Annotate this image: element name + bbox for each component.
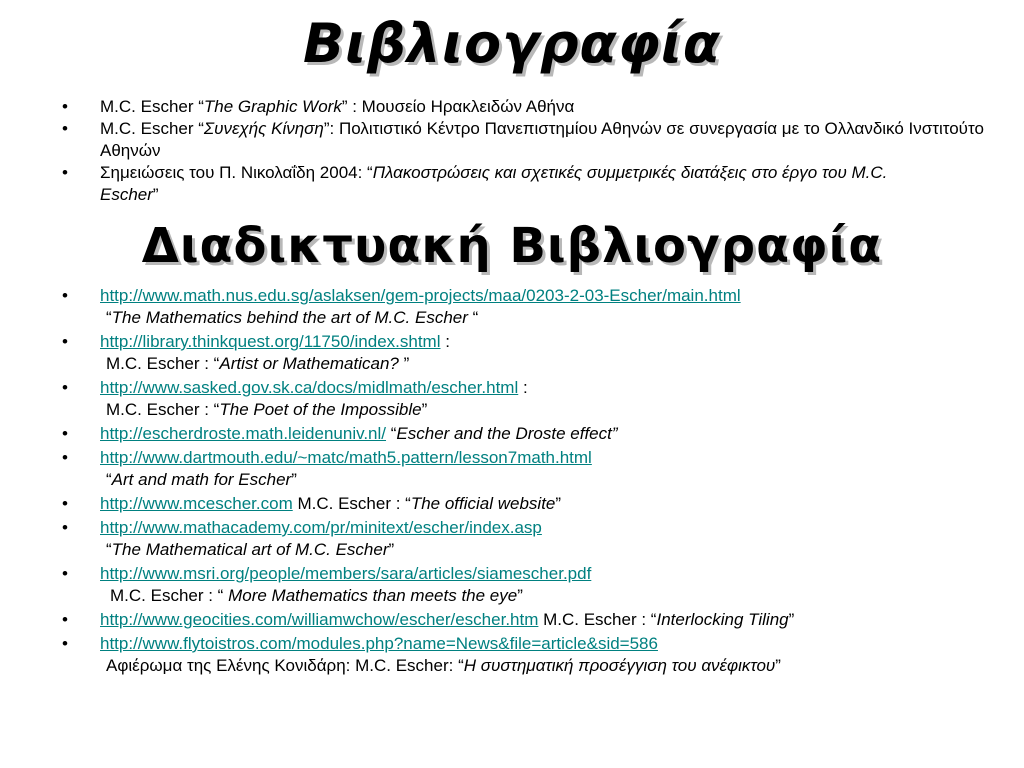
list-item: • http://www.geocities.com/williamwchow/escher/escher.htm M.C. Escher : “Interlocking Tiling” [62,609,1012,631]
list-item: • http://www.mcescher.com M.C. Escher : “The official website” [62,493,1012,515]
list-item: • http://www.mathacademy.com/pr/minitext/escher/index.asp “The Mathematical art of M.C. Escher” [62,517,1012,561]
link[interactable]: http://www.mathacademy.com/pr/minitext/escher/index.asp [100,518,542,537]
list-item: • M.C. Escher “Συνεχής Κίνηση”: Πολιτιστικό Κέντρο Πανεπιστημίου Αθηνών σε συνεργασία με το Ολλανδικό Ινστιτούτο Αθηνών [62,118,1012,162]
link[interactable]: http://www.mcescher.com [100,494,293,513]
link[interactable]: http://www.sasked.gov.sk.ca/docs/midlmath/escher.html [100,378,519,397]
list-item: • http://www.sasked.gov.sk.ca/docs/midlmath/escher.html : M.C. Escher : “The Poet of the Impossible” [62,377,1012,421]
list-item: • http://www.math.nus.edu.sg/aslaksen/gem-projects/maa/0203-2-03-Escher/main.html “The Mathematics behind the art of M.C. Escher “ [62,285,1012,329]
bibliography-list [62,96,1012,206]
section-title: Διαδικτυακή Βιβλιογραφία [141,218,883,274]
link[interactable]: http://escherdroste.math.leidenuniv.nl/ [100,424,387,443]
link[interactable]: http://www.flytoistros.com/modules.php?name=News&file=article&sid=586 [100,634,658,653]
link[interactable]: http://www.math.nus.edu.sg/aslaksen/gem-projects/maa/0203-2-03-Escher/main.html [100,286,741,305]
list-item: • http://www.dartmouth.edu/~matc/math5.pattern/lesson7math.html “Art and math for Escher” [62,447,1012,491]
link[interactable]: http://www.dartmouth.edu/~matc/math5.pattern/lesson7math.html [100,448,592,467]
list-item: • M.C. Escher “The Graphic Work” : Μουσείο Ηρακλειδών Αθήνα [62,96,1012,118]
list-item: • http://www.flytoistros.com/modules.php?name=News&file=article&sid=586 Αφιέρωμα της Ελένης Κονιδάρη: M.C. Escher: “Η συστηματική προσέγγιση του ανέφικτου” [62,633,1012,677]
link[interactable]: http://library.thinkquest.org/11750/index.shtml [100,332,441,351]
link[interactable]: http://www.msri.org/people/members/sara/articles/siamescher.pdf [100,564,592,583]
list-item: • http://escherdroste.math.leidenuniv.nl/ “Escher and the Droste effect” [62,423,1012,445]
list-item: • Σημειώσεις του Π. Νικολαΐδη 2004: “Πλακοστρώσεις και σχετικές συμμετρικές διατάξεις στο έργο του M.C. Escher” [62,162,1012,206]
link[interactable]: http://www.geocities.com/williamwchow/escher/escher.htm [100,610,539,629]
list-item: • http://library.thinkquest.org/11750/index.shtml : M.C. Escher : “Artist or Mathematican? ” [62,331,1012,375]
list-item: • http://www.msri.org/people/members/sara/articles/siamescher.pdf M.C. Escher : “ More Mathematics than meets the eye” [62,563,1012,607]
web-bibliography-list [62,285,1012,679]
page-title: Βιβλιογραφία [302,12,722,75]
